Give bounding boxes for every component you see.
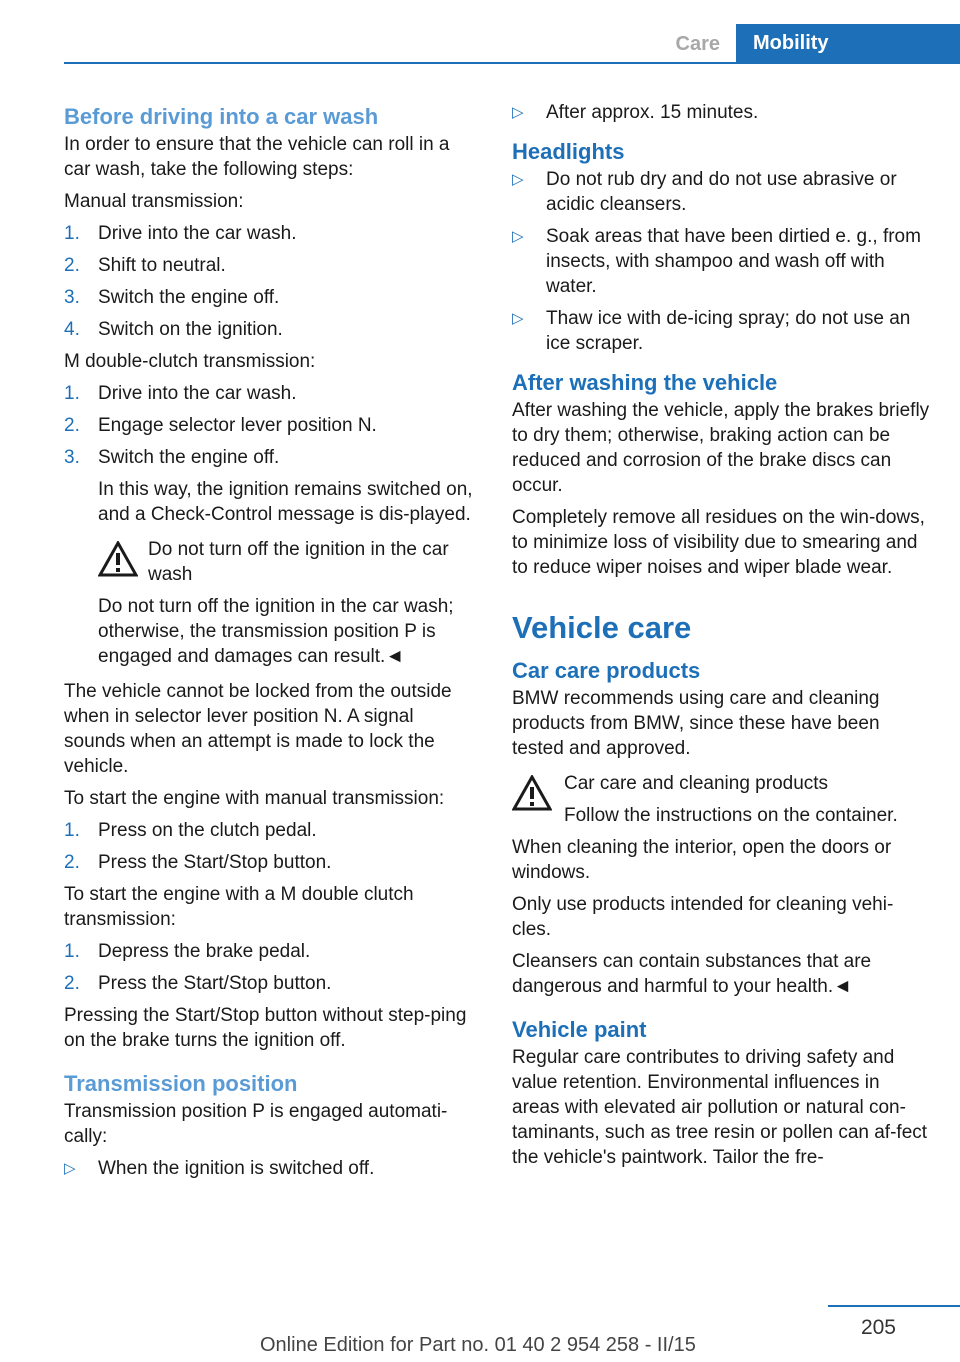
- paragraph: Only use products intended for cleaning vehi-cles.: [512, 894, 894, 940]
- left-column: [64, 100, 476, 1188]
- list-item: 1. Press on the clutch pedal.: [64, 820, 317, 841]
- triangle-bullet-icon: ▷: [64, 1160, 76, 1177]
- list-item: ▷ Soak areas that have been dirtied e. g., from insects, with shampoo and wash off with water.: [512, 226, 921, 297]
- list-item: 2. Engage selector lever position N.: [64, 415, 377, 436]
- heading-vehicle-care: Vehicle care: [512, 610, 692, 645]
- triangle-bullet-icon: ▷: [512, 104, 524, 121]
- warning-title: Do not turn off the ignition in the car wash: [148, 539, 449, 585]
- paragraph: To start the engine with a M double clutch transmission:: [64, 884, 414, 930]
- paragraph: To start the engine with manual transmission:: [64, 788, 445, 809]
- heading-transmission-position: Transmission position: [64, 1071, 298, 1096]
- warning-triangle-icon: [512, 775, 552, 811]
- paragraph: M double-clutch transmission:: [64, 351, 316, 372]
- paragraph: BMW recommends using care and cleaning products from BMW, since these have been tested and approved.: [512, 688, 880, 759]
- page-header: [64, 0, 960, 64]
- manual-steps-list: [64, 221, 476, 342]
- list-item: 2. Shift to neutral.: [64, 255, 226, 276]
- warning-box: [98, 537, 476, 587]
- right-column: [512, 100, 932, 1177]
- list-item: 1. Drive into the car wash.: [64, 383, 297, 404]
- warning-box: [512, 771, 932, 828]
- paragraph: When cleaning the interior, open the doors or windows.: [512, 837, 892, 883]
- list-item: 3. Switch the engine off.: [64, 447, 280, 468]
- paragraph: Pressing the Start/Stop button without step-ping on the brake turns the ignition off.: [64, 1005, 467, 1051]
- heading-car-care-products: Car care products: [512, 658, 701, 683]
- triangle-bullet-icon: ▷: [512, 171, 524, 188]
- heading-headlights: Headlights: [512, 139, 625, 164]
- warning-title: Car care and cleaning products: [564, 773, 829, 794]
- end-mark: ◄: [833, 976, 852, 997]
- paragraph: Regular care contributes to driving safety and value retention. Environmental influences in areas with elevated air pollution or natural con-taminants, such as tree resin or pollen can af-fect the vehicle's paintwork. Tailor the fre-: [512, 1047, 928, 1168]
- footer-rule: [828, 1305, 960, 1307]
- warning-body: Do not turn off the ignition in the car wash; otherwise, the transmission position P is engaged and damages can result.◄: [98, 596, 454, 667]
- list-item: ▷ After approx. 15 minutes.: [512, 102, 759, 123]
- paragraph: Transmission position P is engaged automati-cally:: [64, 1101, 448, 1147]
- list-item: 4. Switch on the ignition.: [64, 319, 283, 340]
- page-number: 205: [860, 1316, 896, 1339]
- list-item: 1. Drive into the car wash.: [64, 223, 297, 244]
- paragraph: After washing the vehicle, apply the brakes briefly to dry them; otherwise, braking action can be reduced and corrosion of the brake discs can occur.: [512, 400, 930, 496]
- headlight-bullets: [512, 167, 932, 356]
- paragraph: The vehicle cannot be locked from the outside when in selector lever position N. A signal sounds when an attempt is made to lock the vehicle.: [64, 681, 452, 777]
- heading-vehicle-paint: Vehicle paint: [512, 1017, 647, 1042]
- start-manual-list: [64, 818, 476, 875]
- list-item: 3. Switch the engine off.: [64, 287, 280, 308]
- paragraph: Completely remove all residues on the win-dows, to minimize loss of visibility due to smearing and to reduce wiper noises and wiper blade wear.: [512, 507, 925, 578]
- tab-care[interactable]: Care: [675, 33, 720, 55]
- list-item: 2. Press the Start/Stop button.: [64, 973, 332, 994]
- heading-after-washing: After washing the vehicle: [512, 370, 778, 395]
- triangle-bullet-icon: ▷: [512, 310, 524, 327]
- paragraph: In order to ensure that the vehicle can roll in a car wash, take the following steps:: [64, 134, 450, 180]
- list-item: 1. Depress the brake pedal.: [64, 941, 311, 962]
- top-bullets: [512, 100, 932, 125]
- dct-steps-list: [64, 381, 476, 470]
- list-item: 2. Press the Start/Stop button.: [64, 852, 332, 873]
- warning-triangle-icon: [98, 541, 138, 577]
- heading-car-wash: Before driving into a car wash: [64, 104, 379, 129]
- paragraph: Manual transmission:: [64, 191, 244, 212]
- list-item: ▷ Thaw ice with de-icing spray; do not use an ice scraper.: [512, 308, 911, 354]
- step-note: In this way, the ignition remains switched on, and a Check-Control message is dis-played.: [98, 479, 473, 525]
- tab-mobility[interactable]: Mobility: [736, 24, 960, 62]
- list-item: ▷ Do not rub dry and do not use abrasive or acidic cleansers.: [512, 169, 897, 215]
- footer-edition: Online Edition for Part no. 01 40 2 954 258 - II/15: [260, 1334, 696, 1356]
- triangle-bullet-icon: ▷: [512, 228, 524, 245]
- warning-body: Follow the instructions on the container.: [564, 805, 898, 826]
- end-mark: ◄: [385, 646, 405, 667]
- list-item: ▷ When the ignition is switched off.: [64, 1158, 375, 1179]
- transmission-bullets: [64, 1156, 476, 1181]
- start-dct-list: [64, 939, 476, 996]
- paragraph: Cleansers can contain substances that are dangerous and harmful to your health.◄: [512, 951, 872, 997]
